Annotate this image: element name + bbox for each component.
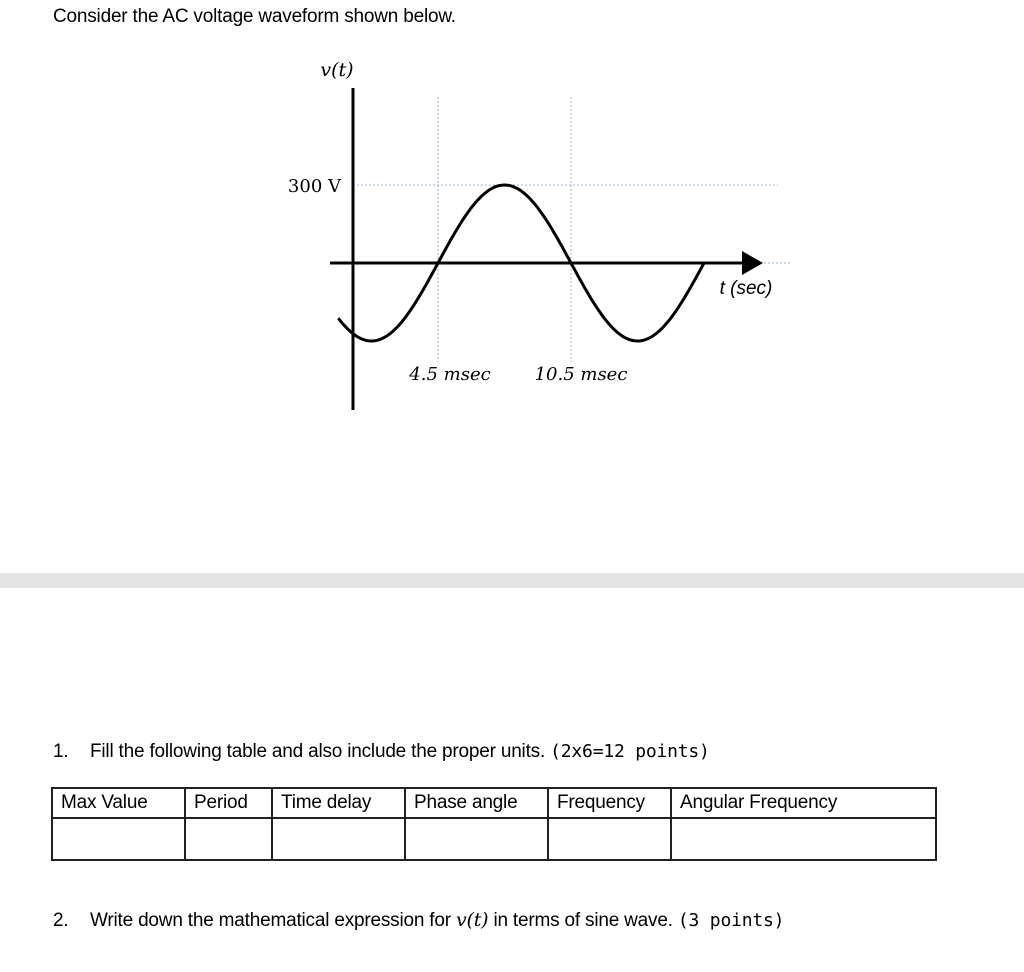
question-1	[53, 741, 710, 763]
header-angular-frequency: Angular Frequency	[671, 788, 936, 818]
question-1-number: 1.	[53, 741, 69, 762]
question-1-points: (2x6=12 points)	[550, 741, 710, 762]
x-tick-label-4-5: 4.5 msec	[409, 364, 491, 385]
answer-cell-frequency[interactable]	[548, 818, 671, 860]
intro-text: Consider the AC voltage waveform shown below.	[53, 6, 456, 27]
x-tick-label-10-5: 10.5 msec	[534, 364, 628, 385]
answer-table	[51, 787, 937, 861]
waveform-chart	[0, 0, 1024, 430]
answer-cell-time-delay[interactable]	[272, 818, 405, 860]
question-2	[53, 909, 784, 932]
header-period: Period	[185, 788, 272, 818]
question-2-variable: v(t)	[455, 909, 489, 931]
answer-cell-period[interactable]	[185, 818, 272, 860]
answer-cell-angular-frequency[interactable]	[671, 818, 936, 860]
question-2-number: 2.	[53, 910, 69, 931]
table-answer-row	[52, 818, 936, 860]
amplitude-label: 300 V	[287, 176, 341, 197]
question-2-text-after: in terms of sine wave.	[493, 910, 673, 931]
header-time-delay: Time delay	[272, 788, 405, 818]
header-max-value: Max Value	[52, 788, 185, 818]
answer-cell-max-value[interactable]	[52, 818, 185, 860]
question-1-text: Fill the following table and also include the proper units.	[90, 741, 546, 762]
section-divider	[0, 573, 1024, 588]
header-phase-angle: Phase angle	[405, 788, 548, 818]
x-axis-label: t (sec)	[719, 278, 773, 299]
y-axis-label: v(t)	[320, 59, 354, 81]
header-frequency: Frequency	[548, 788, 671, 818]
x-axis-arrow	[742, 251, 763, 275]
answer-cell-phase-angle[interactable]	[405, 818, 548, 860]
question-2-text-before: Write down the mathematical expression for	[90, 910, 451, 931]
table-header-row	[52, 788, 936, 818]
question-2-points: (3 points)	[677, 910, 785, 931]
